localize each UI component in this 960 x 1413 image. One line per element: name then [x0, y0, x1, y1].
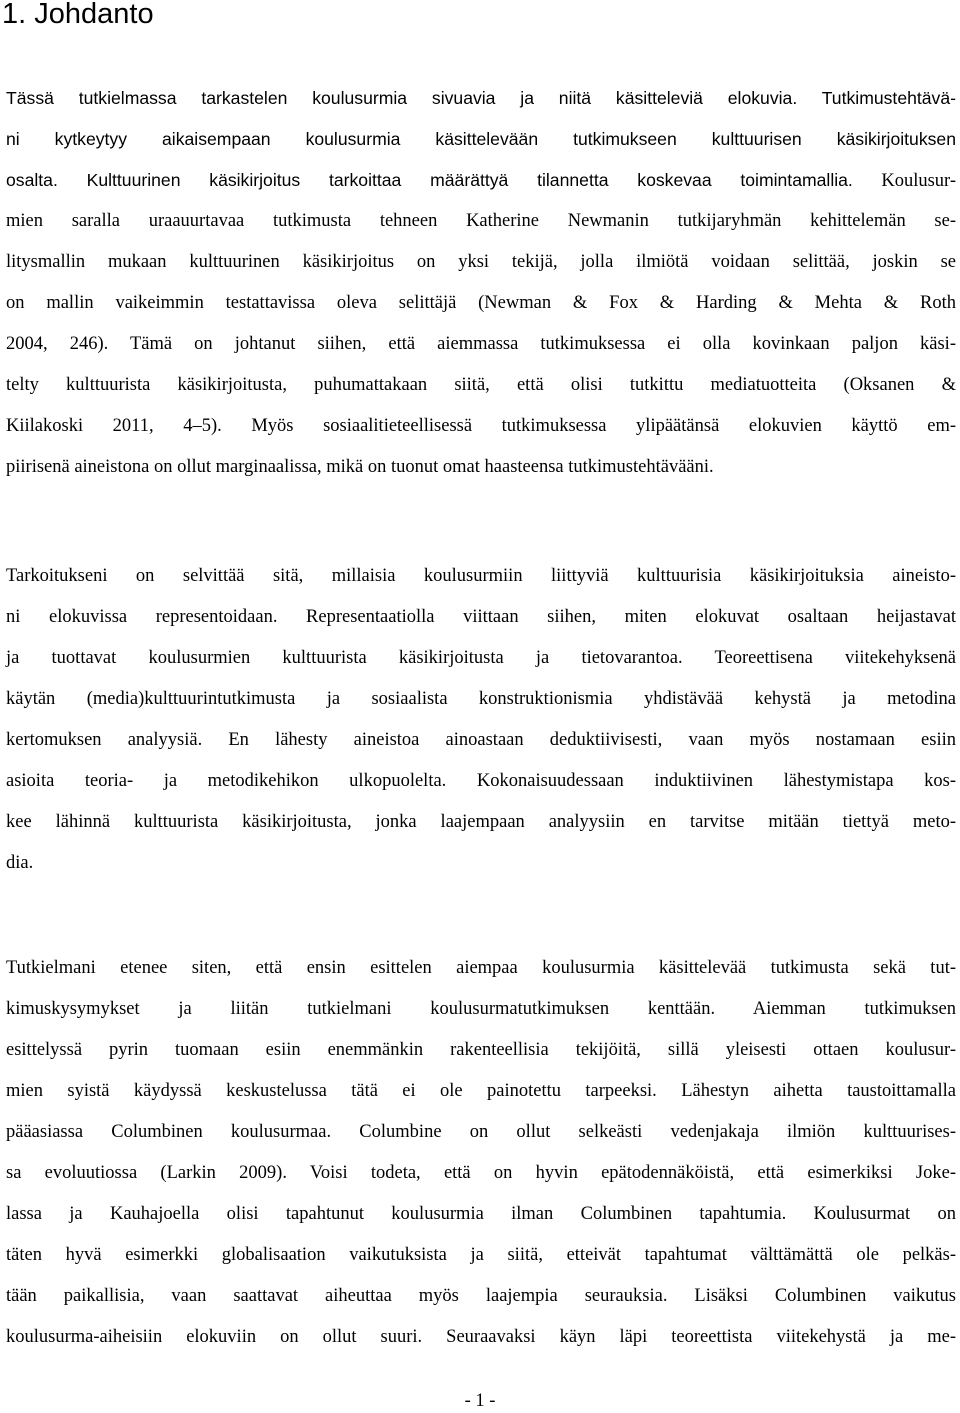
text-line: asioita teoria- ja metodikehikon ulkopuolelta. Kokonaisuudessaan induktiivinen lähestymistapa kos-	[6, 771, 956, 791]
paragraph-1	[6, 78, 956, 488]
text-line: Tässä tutkielmassa tarkastelen koulusurmia sivuavia ja niitä käsitteleviä elokuvia. Tutkimustehtävä-	[6, 88, 956, 108]
text-line: telty kulttuurista käsikirjoitusta, puhumattakaan siitä, että olisi tutkittu mediatuotteita (Oksanen &	[6, 375, 956, 395]
text-line: piirisenä aineistona on ollut marginaalissa, mikä on tuonut omat haasteensa tutkimustehtävääni.	[6, 457, 714, 477]
text-line: käytän (media)kulttuurintutkimusta ja sosiaalista konstruktionismia yhdistävää kehystä ja metodina	[6, 689, 956, 709]
text-line: ni kytkeytyy aikaisempaan koulusurmia käsittelevään tutkimukseen kulttuurisen käsikirjoituksen	[6, 129, 956, 149]
text-line: kee lähinnä kulttuurista käsikirjoitusta, jonka laajempaan analyysiin en tarvitse mitään tiettyä meto-	[6, 812, 956, 832]
text-line: sa evoluutiossa (Larkin 2009). Voisi todeta, että on hyvin epätodennäköistä, että esimerkiksi Joke-	[6, 1163, 956, 1183]
text-line: Tarkoitukseni on selvittää sitä, millaisia koulusurmiin liittyviä kulttuurisia käsikirjoituksia aineisto-	[6, 566, 956, 586]
text-line: on mallin vaikeimmin testattavissa oleva selittäjä (Newman & Fox & Harding & Mehta & Roth	[6, 293, 956, 313]
text-line: koulusurma-aiheisiin elokuviin on ollut suuri. Seuraavaksi käyn läpi teoreettista viitekehystä ja me-	[6, 1327, 956, 1347]
text-line	[6, 160, 956, 201]
page-number: - 1 -	[464, 1391, 496, 1411]
text-line: mien saralla uraauurtavaa tutkimusta tehneen Katherine Newmanin tutkijaryhmän kehittelemän se-	[6, 211, 956, 231]
text-line: ni elokuvissa representoidaan. Representaatiolla viittaan siihen, miten elokuvat osaltaan heijastavat	[6, 607, 956, 627]
text-line: pääasiassa Columbinen koulusurmaa. Columbine on ollut selkeästi vedenjakaja ilmiön kulttuurises-	[6, 1122, 956, 1142]
text-line: täten hyvä esimerkki globalisaation vaikutuksista ja siitä, etteivät tapahtumat välttämättä ole pelkäs-	[6, 1245, 956, 1265]
text-line: lassa ja Kauhajoella olisi tapahtunut koulusurmia ilman Columbinen tapahtumia. Koulusurmat on	[6, 1204, 956, 1224]
text-line: Kiilakoski 2011, 4–5). Myös sosiaalitieteellisessä tutkimuksessa ylipäätänsä elokuvien käyttö em-	[6, 416, 956, 436]
text-line: 2004, 246). Tämä on johtanut siihen, että aiemmassa tutkimuksessa ei olla kovinkaan paljon käsi-	[6, 334, 956, 354]
text-line: mien syistä käydyssä keskustelussa tätä ei ole painotettu tarpeeksi. Lähestyn aihetta taustoittamalla	[6, 1081, 956, 1101]
text-line: esittelyssä pyrin tuomaan esiin enemmänkin rakenteellisia tekijöitä, sillä yleisesti ottaen koulusur-	[6, 1040, 956, 1060]
text-line: kimuskysymykset ja liitän tutkielmani koulusurmatutkimuksen kenttään. Aiemman tutkimuksen	[6, 999, 956, 1019]
text-line: litysmallin mukaan kulttuurinen käsikirjoitus on yksi tekijä, jolla ilmiötä voidaan selittää, joskin se	[6, 252, 956, 272]
text-segment: Koulusur-	[852, 171, 956, 191]
paragraph-2	[6, 556, 956, 884]
text-line: kertomuksen analyysiä. En lähesty aineistoa ainoastaan deduktiivisesti, vaan myös nostamaan esiin	[6, 730, 956, 750]
text-line: ja tuottavat koulusurmien kulttuurista käsikirjoitusta ja tietovarantoa. Teoreettisena viitekehyksenä	[6, 648, 956, 668]
text-segment: osalta. Kulttuurinen käsikirjoitus tarkoittaa määrättyä tilannetta koskevaa toimintamallia.	[6, 170, 853, 190]
paragraph-3	[6, 948, 956, 1358]
text-line: dia.	[6, 853, 34, 873]
chapter-heading: 1. Johdanto	[2, 0, 154, 30]
text-line: Tutkielmani etenee siten, että ensin esittelen aiempaa koulusurmia käsittelevää tutkimusta sekä tut-	[6, 958, 956, 978]
text-line: tään paikallisia, vaan saattavat aiheuttaa myös laajempia seurauksia. Lisäksi Columbinen vaikutus	[6, 1286, 956, 1306]
